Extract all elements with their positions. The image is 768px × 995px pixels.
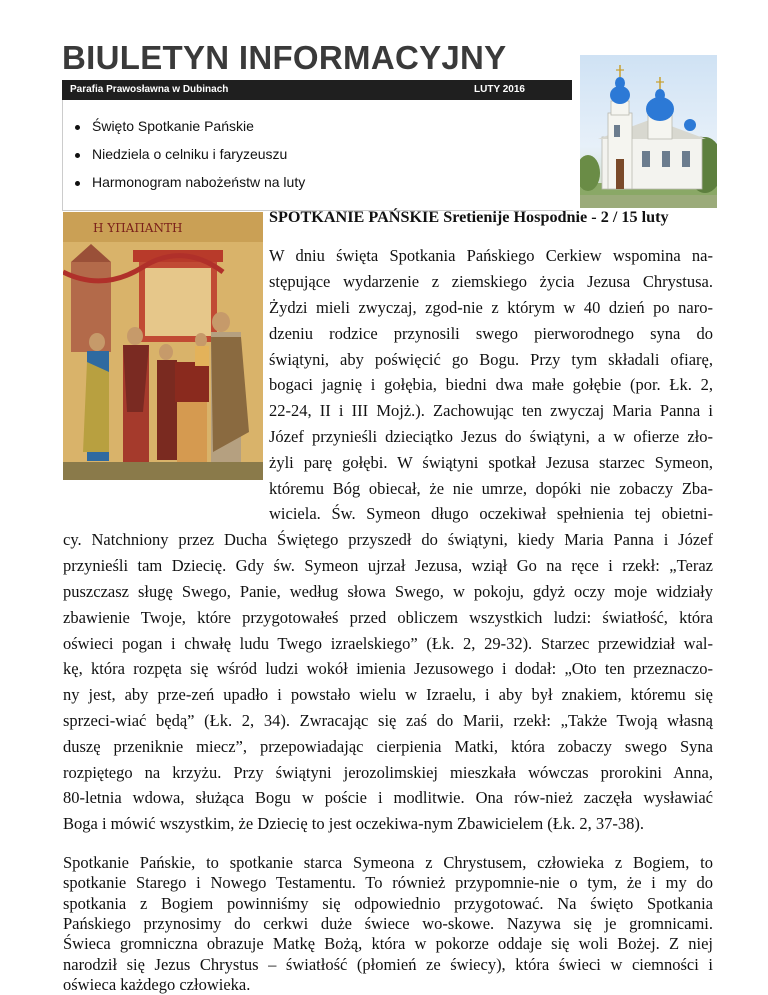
- text-line: kę, która rozpęta się wśród ludzi wokół imienia Jezusowego i dodał: „Oto ten przeznaczo-: [63, 659, 713, 678]
- text-line: Spotkanie Pańskie, to spotkanie starca Symeona z Chrystusem, człowieka z Bogiem, to: [63, 853, 713, 872]
- text-line: Żydzi mieli zwyczaj, zgod-nie z którym w 40 dzień po naro-: [269, 298, 713, 317]
- text-line: spotkanie Starego i Nowego Testamentu. To również przypomnie-nie o tym, że i my do: [63, 873, 713, 892]
- text-line: Świeca gromniczna obrazuje Matkę Bożą, która w pokorze oddaje się woli Bożej. Z niej: [63, 934, 713, 953]
- text-line: cy. Natchniony przez Ducha Świętego przyszedł do świątyni, kiedy Maria Panna i Józef: [63, 530, 713, 549]
- bullet-icon: [75, 125, 80, 130]
- text-line: ny jest, aby prze-zeń upadło i powstało wielu w Izraelu, i aby był znakiem, któremu się: [63, 685, 713, 704]
- text-line: któremu Bóg obiecał, że nie umrze, dopóki nie zobaczy Zba-: [269, 479, 713, 498]
- issue-date: LUTY 2016: [474, 84, 525, 95]
- text-line: Pańskiego przynosimy do cerkwi duże świece wo-skowe. Nazywa się je gromnicami.: [63, 914, 713, 933]
- text-line: oświeci pogan i chwałę ludu Twego izraelskiego” (Łk. 2, 29-32). Starzec przewidział wal-: [63, 634, 713, 653]
- presentation-icon-illustration: [63, 212, 263, 480]
- text-line: świątyni, aby poświęcić go Bogu. Przy tym składali ofiarę,: [269, 350, 713, 369]
- church-illustration: [580, 55, 717, 208]
- text-line: 22-24, II i III Mojż.). Zachowując ten zwyczaj Maria Panna i: [269, 401, 713, 420]
- article-title: SPOTKANIE PAŃSKIE Sretienije Hospodnie - 2 / 15 luty: [269, 208, 669, 226]
- feast-icon-image: [63, 212, 263, 480]
- text-line: rozpiętego na krzyżu. Przy świątyni jerozolimskiej mieszkała wówczas prorokini Anna,: [63, 763, 713, 782]
- text-line: narodził się Jezus Chrystus – światłość (płomień ze świecy), która świeci w ciemności i: [63, 955, 713, 974]
- bullet-icon: [75, 153, 80, 158]
- text-line: 80-letnia wdowa, służąca Bogu w poście i modlitwie. Ona rów-nież zaczęła wysławiać: [63, 788, 713, 807]
- toc-item: Święto Spotkanie Pańskie: [75, 118, 254, 134]
- text-line: stępujące wydarzenie z ziemskiego życia Jezusa Chrystusa.: [269, 272, 713, 291]
- text-line: wiciela. Św. Symeon długo oczekiwał spełnienia tej obietni-: [269, 504, 713, 523]
- text-line: bogaci jagnię i gołębia, biedni dwa małe gołębie (por. Łk. 2,: [269, 375, 713, 394]
- text-line: W dniu święta Spotkania Pańskiego Cerkiew wspomina na-: [269, 246, 713, 265]
- text-line: puszczasz sługę Swego, Panie, według słowa Swego, w pokoju, gdyż oczy moje widziały: [63, 582, 713, 601]
- table-of-contents: [62, 100, 573, 211]
- bullet-icon: [75, 181, 80, 186]
- header-bar: [62, 80, 572, 100]
- text-line: Józef przynieśli dzieciątko Jezus do świątyni, a w ofierze zło-: [269, 427, 713, 446]
- text-line: dzeniu rodzice przynosili swego pierworodnego syna do: [269, 324, 713, 343]
- text-line: żyli parę gołębi. W świątyni spotkał Jezusa starzec Symeon,: [269, 453, 713, 472]
- text-line: zbawienie Twoje, które przygotowałeś przed obliczem wszystkich ludzi: światłość, która: [63, 608, 713, 627]
- toc-item: Niedziela o celniku i faryzeuszu: [75, 146, 287, 162]
- text-line: duszę przeniknie miecz”, przepowiadając cierpienia Matki, która zobaczy swego Syna: [63, 737, 713, 756]
- text-line: oświeca każdego człowieka.: [63, 975, 251, 994]
- bulletin-title: BIULETYN INFORMACYJNY: [62, 39, 507, 76]
- icon-caption: Η ΥΠΑΠΑΝΤΗ: [93, 221, 183, 235]
- church-photo: [580, 55, 717, 208]
- text-line: przynieśli tam Dziecię. Gdy św. Symeon ujrzał Jezusa, wziął Go na ręce i rzekł: „Teraz: [63, 556, 713, 575]
- text-line: spotkania z Bogiem powinniśmy się odpowiednio przygotować. Na święto Spotkania: [63, 894, 713, 913]
- text-line: Boga i mówić wszystkim, że Dziecię to jest oczekiwa-nym Zbawicielem (Łk. 2, 37-38).: [63, 814, 644, 833]
- text-line: sprzeci-wiać będą” (Łk. 2, 34). Zwracając się zaś do Marii, rzekł: „Także Twoją własną: [63, 711, 713, 730]
- parish-name: Parafia Prawosławna w Dubinach: [70, 84, 229, 95]
- toc-item: Harmonogram nabożeństw na luty: [75, 174, 305, 190]
